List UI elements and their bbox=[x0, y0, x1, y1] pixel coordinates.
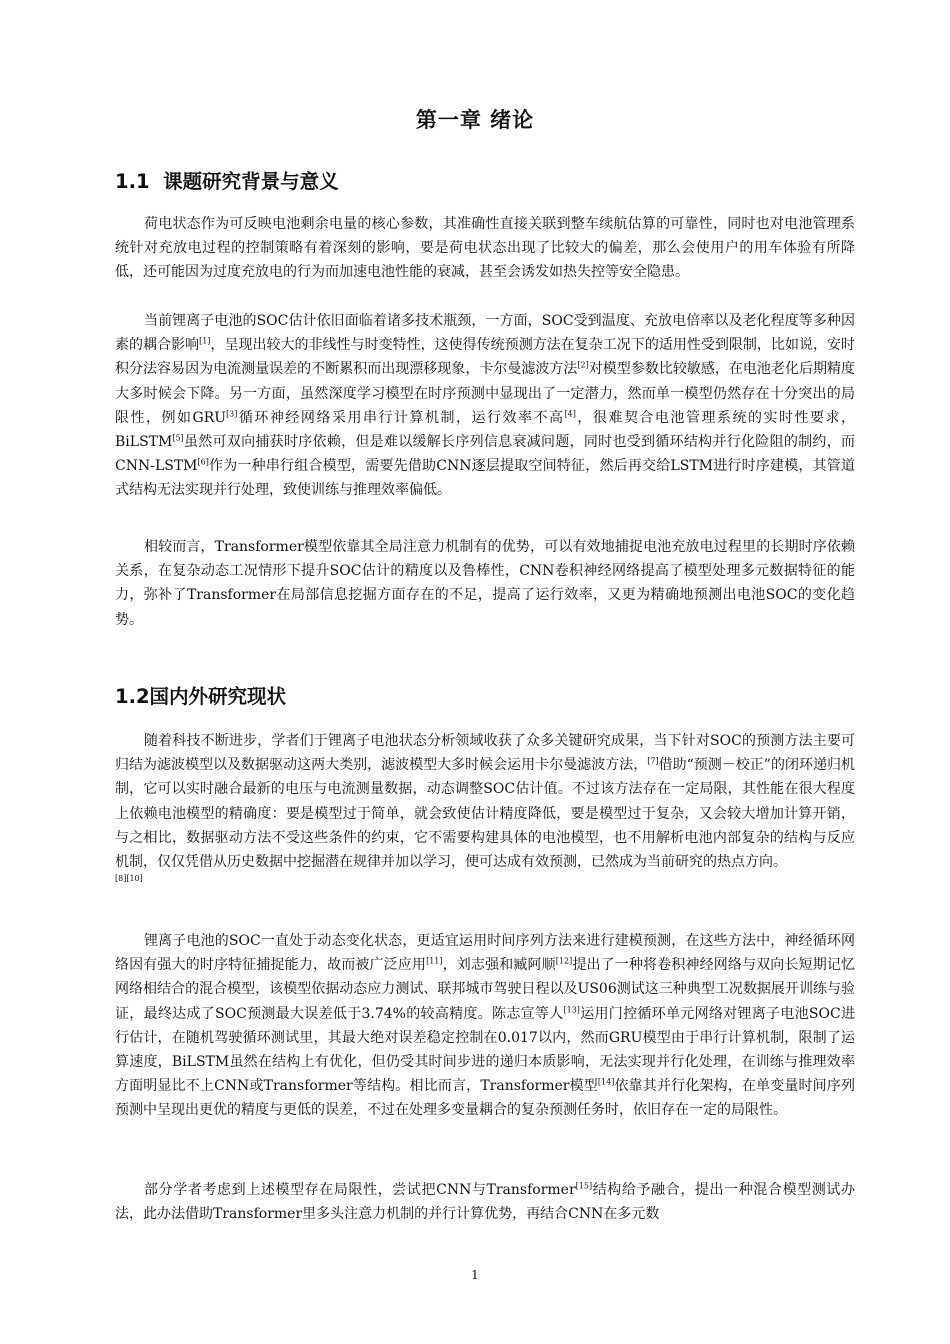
paragraph-text: 作为一种串行组合模型，需要先借助CNN逐层提取空间特征，然后再交给LSTM进行时序建模，其管道式结构无法实现并行处理，致使训练与推理效率偏低。 bbox=[115, 458, 855, 499]
paragraph-text: ，刘志强和臧阿顺 bbox=[442, 957, 556, 974]
section-title: 课题研究背景与意义 bbox=[163, 170, 339, 193]
section-heading-1-1 bbox=[115, 166, 339, 194]
paragraph-text: 依靠其并行化架构，在单变量时间序列预测中呈现出更优的精度与更低的误差，不过在处理多变量耦合的复杂预测任务时，依旧存在一定的局限性。 bbox=[115, 1078, 855, 1119]
paragraph-text: 部分学者考虑到上述模型存在局限性，尝试把CNN与Transformer bbox=[144, 1182, 576, 1198]
paragraph-text: 循环神经网络采用串行计算机制，运行效率不高 bbox=[237, 409, 565, 426]
chapter-title: 第一章 绪论 bbox=[415, 108, 535, 132]
paragraph bbox=[115, 929, 855, 1123]
section-number: 1.2 bbox=[115, 685, 150, 708]
citation: [12] bbox=[555, 956, 573, 966]
citation: [5] bbox=[172, 433, 184, 443]
citation: [6] bbox=[197, 457, 209, 467]
paragraph-text: ，很难契合电池管理系统的实时性要求，BiLSTM bbox=[115, 409, 856, 451]
paragraph-text: ，呈现出较大的非线性与时变特性，这使得传统预测方法在复杂工况下的适用性受到限制，比如说，安时积分法容易因为电流测量误差的不断累积而出现漂移现象，卡尔曼滤波方法 bbox=[115, 337, 855, 378]
paragraph-text: 随着科技不断进步，学者们于锂离子电池状态分析领域收获了众多关键研究成果，当下针对SOC的预测方法主要可归结为滤波模型以及数据驱动这两大类别，滤波模型大多时候会运用卡尔曼滤波方法， bbox=[115, 733, 855, 774]
citation: [14] bbox=[597, 1077, 615, 1087]
section-heading-1-2 bbox=[115, 681, 286, 709]
paragraph bbox=[115, 729, 855, 884]
citation: [3] bbox=[226, 409, 238, 419]
citation: [2] bbox=[577, 360, 589, 370]
paragraph-text: 运用门控循环单元网络对锂离子电池SOC进行估计，在随机驾驶循环测试里，其最大绝对误差稳定控制在0.017以内，然而GRU模型由于串行计算机制，限制了运算速度，BiLSTM虽然在结构上有优化，但仍受其时间步进的递归本质影响，无法实现并行化处理，在训练与推理效率方面明显比不上CNN或Transformer等结构。相比而言，Transformer模型 bbox=[115, 1005, 855, 1095]
paragraph: 相较而言，Transformer模型依靠其全局注意力机制有的优势，可以有效地捕捉电池充放电过程里的长期时序依赖关系，在复杂动态工况情形下提升SOC估计的精度以及鲁棒性，CNN卷积神经网络提高了模型处理多元数据特征的能力，弥补了Transformer在局部信息挖掘方面存在的不足，提高了运行效率，又更为精确地预测出电池SOC的变化趋势。 bbox=[115, 539, 855, 628]
paragraph-text: 结构给予融合，提出一种混合模型测试办法，此办法借助Transformer里多头注意力机制的并行计算优势，再结合CNN在多元数 bbox=[115, 1182, 855, 1223]
paragraph: 荷电状态作为可反映电池剩余电量的核心参数，其准确性直接关联到整车续航估算的可靠性，同时也对电池管理系统针对充放电过程的控制策略有着深刻的影响，要是荷电状态出现了比较大的偏差，那么会使用户的用车体验有所降低，还可能因为过度充放电的行为而加速电池性能的衰减，甚至会诱发如热失控等安全隐患。 bbox=[115, 216, 855, 281]
section-number: 1.1 bbox=[115, 170, 150, 193]
citation: [11] bbox=[426, 956, 443, 966]
paragraph bbox=[115, 1178, 855, 1226]
paragraph-text: 锂离子电池的SOC一直处于动态变化状态，更适宜运用时间序列方法来进行建模预测，在这些方法中，神经循环网络因有强大的时序特征捕捉能力，故而被广泛应用 bbox=[115, 933, 855, 974]
paragraph bbox=[115, 309, 855, 503]
paragraph-text: 提出了一种将卷积神经网络与双向长短期记忆网络相结合的混合模型，该模型依据动态应力测试、联邦城市驾驶日程以及US06测试这三种典型工况数据展开训练与验证，最终达成了SOC预测最大误差低于3.74%的较高精度。陈志宣等人 bbox=[115, 957, 856, 1022]
citation: [8][10] bbox=[115, 874, 143, 884]
paragraph-text: 对模型参数比较敏感，在电池老化后期精度大多时候会下降。另一方面，虽然深度学习模型在时序预测中显现出了一定潜力，然而单一模型仍然存在十分突出的局限性，例如GRU bbox=[115, 361, 856, 426]
citation: [7] bbox=[647, 756, 659, 766]
page-number: 1 bbox=[471, 1268, 479, 1282]
citation: [1] bbox=[199, 336, 211, 346]
citation: [15] bbox=[575, 1181, 593, 1191]
citation: [13] bbox=[563, 1004, 580, 1014]
paragraph-text: 当前锂离子电池的SOC估计依旧面临着诸多技术瓶颈，一方面，SOC受到温度、充放电倍率以及老化程度等多种因素的耦合影响 bbox=[115, 313, 855, 354]
section-title: 国内外研究现状 bbox=[149, 685, 287, 708]
citation: [4] bbox=[564, 409, 576, 419]
paragraph-text: 虽然可双向捕获时序依赖，但是难以缓解长序列信息衰减问题，同时也受到循环结构并行化险阻的制约，而CNN-LSTM bbox=[115, 434, 855, 475]
paragraph-text: 借助“预测－校正”的闭环递归机制，它可以实时融合最新的电压与电流测量数据，动态调整SOC估计值。不过该方法存在一定局限，其性能在很大程度上依赖电池模型的精确度：要是模型过于简单，就会致使估计精度降低，要是模型过于复杂，又会较大增加计算开销，与之相比，数据驱动方法不受这些条件的约束，它不需要构建具体的电池模型，也不用解析电池内部复杂的结构与反应机制，仅仅凭借从历史数据中挖掘潜在规律并加以学习，便可达成有效预测，已然成为当前研究的热点方向。 bbox=[115, 757, 855, 871]
